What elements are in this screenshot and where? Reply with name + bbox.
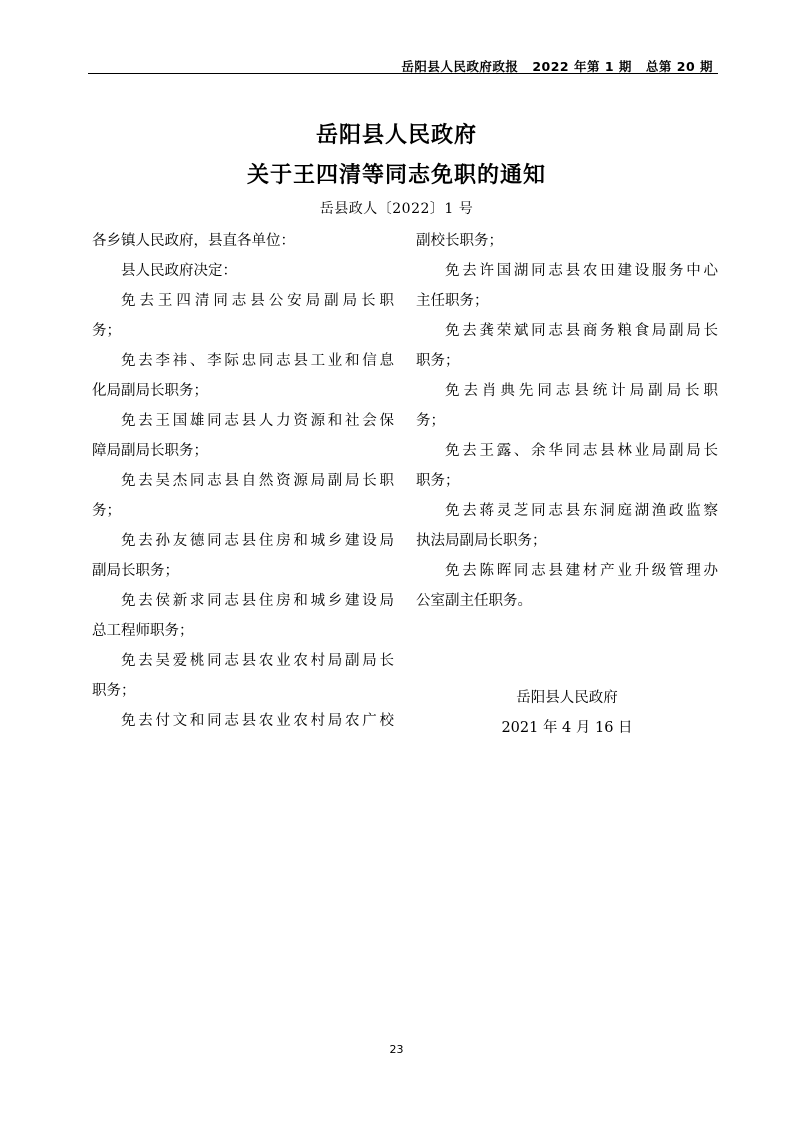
body-text-line: 免去许国湖同志县农田建设服务中心 [445, 263, 718, 279]
body-text-line: 副校长职务； [416, 233, 503, 249]
body-text-line: 主任职务； [416, 293, 489, 309]
body-column-left [92, 226, 394, 736]
body-text-line: 障局副局长职务； [92, 443, 208, 459]
body-text-line: 免去吴杰同志县自然资源局副局长职 [121, 473, 394, 489]
body-text-line: 执法局副局长职务； [416, 533, 547, 549]
total-issue-number: 总第 20 期 [645, 59, 713, 74]
body-text-line: 免去孙友德同志县住房和城乡建设局 [121, 533, 394, 549]
body-text-line: 职务； [416, 473, 460, 489]
body-text-line: 免去肖典先同志县统计局副局长职 [445, 383, 718, 399]
body-text-line: 各乡镇人民政府，县直各单位： [92, 233, 295, 249]
body-text-line: 免去付文和同志县农业农村局农广校 [121, 713, 394, 729]
body-text-line: 务； [92, 323, 121, 339]
body-text-line: 务； [92, 503, 121, 519]
document-title-line-2: 关于王四清等同志免职的通知 [246, 162, 546, 188]
document-number: 岳县政人〔2022〕1 号 [319, 201, 474, 217]
body-text-line: 免去吴爱桃同志县农业农村局副局长 [121, 653, 394, 669]
body-text-line: 总工程师职务； [92, 623, 194, 639]
page-number: 23 [389, 1043, 404, 1056]
body-text-line: 职务； [416, 353, 460, 369]
signature-date: 2021 年 4 月 16 日 [501, 720, 633, 736]
body-text-line: 免去王露、余华同志县林业局副局长 [445, 443, 718, 459]
body-text-line: 免去王四清同志县公安局副局长职 [121, 293, 394, 309]
body-text-line: 免去蒋灵芝同志县东洞庭湖渔政监察 [445, 503, 718, 519]
document-title-line-1: 岳阳县人民政府 [315, 122, 477, 148]
body-text-line: 职务； [92, 683, 136, 699]
body-text-line: 免去侯新求同志县住房和城乡建设局 [121, 593, 394, 609]
body-text-line: 务； [416, 413, 445, 429]
issue-number: 2022 年第 1 期 [532, 59, 632, 74]
body-text-line: 化局副局长职务； [92, 383, 208, 399]
body-text-line: 免去王国雄同志县人力资源和社会保 [121, 413, 394, 429]
body-text-line: 免去龚荣斌同志县商务粮食局副局长 [445, 323, 718, 339]
body-text-line: 免去陈晖同志县建材产业升级管理办 [445, 563, 718, 579]
publication-name: 岳阳县人民政府政报 [401, 59, 519, 74]
signature-organization: 岳阳县人民政府 [516, 690, 618, 706]
body-text-line: 县人民政府决定： [121, 263, 237, 279]
body-text-line: 公室副主任职务。 [416, 593, 532, 609]
body-text-line: 免去李祎、李际忠同志县工业和信息 [121, 353, 394, 369]
header-rule [88, 73, 718, 74]
body-text-line: 副局长职务； [92, 563, 179, 579]
body-column-right [416, 226, 718, 616]
